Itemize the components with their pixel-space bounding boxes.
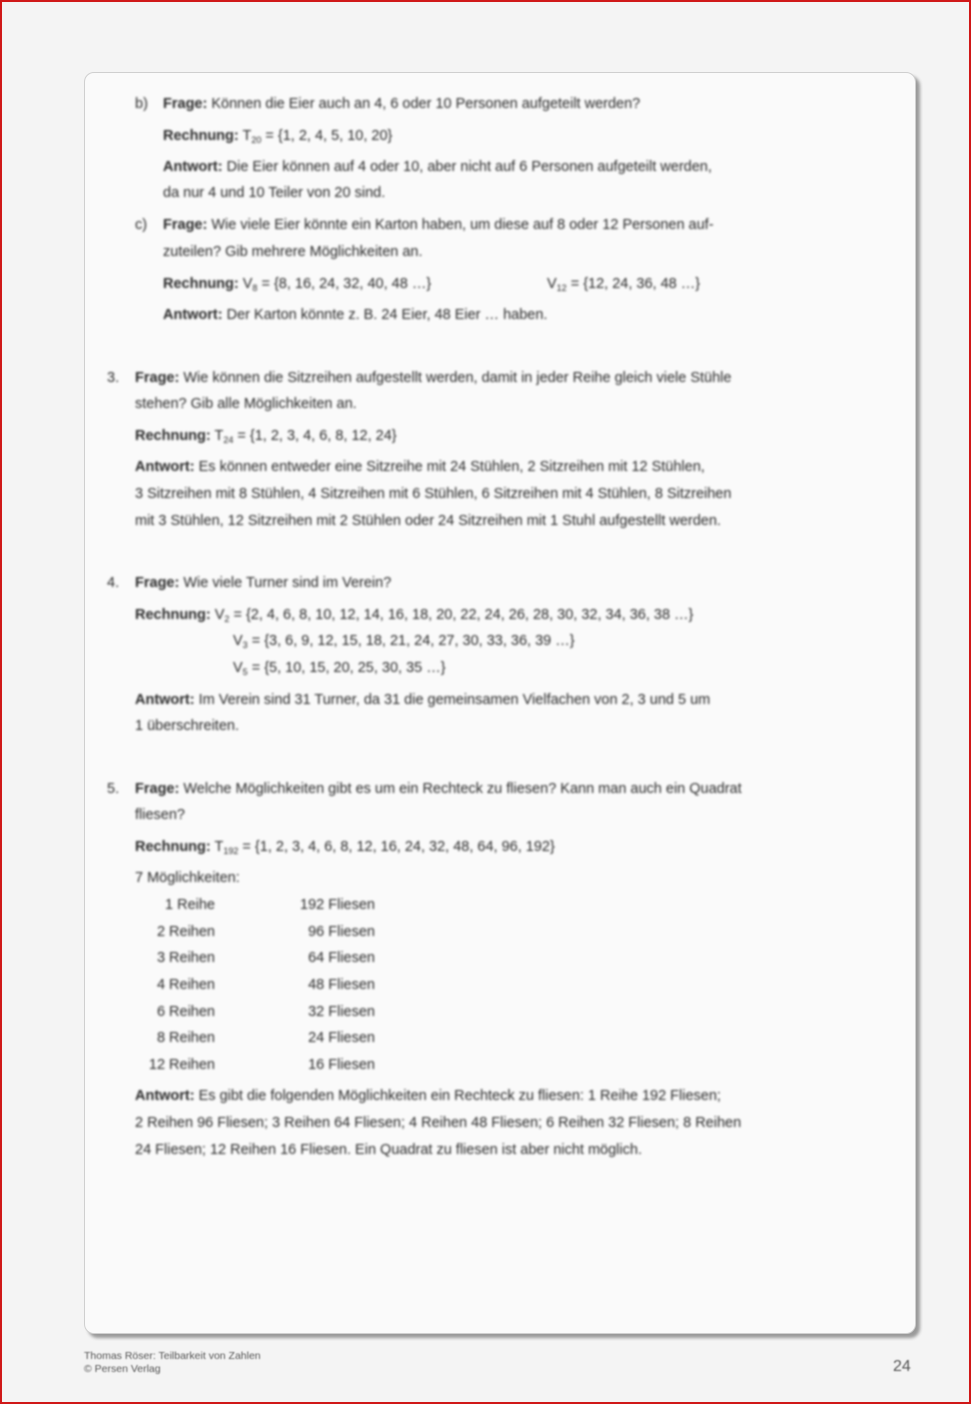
set-subscript: 2 [224, 614, 230, 624]
item-c-calculation-2 [547, 276, 700, 293]
tile-row-reihen: 8 Reihen [156, 1030, 215, 1046]
tile-row-fliesen: 24 Fliesen [308, 1030, 375, 1046]
answer-text: Es können entweder eine Sitzreihe mit 24 Stühlen, 2 Sitzreihen mit 12 Stühlen, [198, 459, 705, 475]
task-4-answer-cont: 1 überschreiten. [135, 718, 239, 734]
task-3-marker: 3. [107, 370, 120, 386]
worksheet-panel [84, 72, 916, 1334]
tile-row-reihen: 6 Reihen [156, 1004, 215, 1020]
footer-credits [84, 1350, 261, 1376]
question-text: Wie können die Sitzreihen aufgestellt werden, damit in jeder Reihe gleich viele Stühle [183, 370, 732, 386]
task-4-calculation-v5 [233, 660, 446, 677]
tile-row-reihen: 12 Reihen [148, 1057, 215, 1073]
antwort-label: Antwort: [163, 159, 223, 175]
task-5-answer [135, 1088, 721, 1104]
set-subscript: 8 [252, 283, 258, 293]
tile-row-fliesen: 96 Fliesen [308, 924, 375, 940]
task-3-question [135, 370, 731, 386]
task-4-calculation-v3 [233, 633, 575, 650]
rechnung-label: Rechnung: [135, 839, 211, 855]
footer-author: Thomas Röser: Teilbarkeit von Zahlen [84, 1350, 261, 1362]
task-4-calculation [135, 607, 693, 624]
frage-label: Frage: [163, 96, 208, 112]
question-text: Können die Eier auch an 4, 6 oder 10 Personen aufgeteilt werden? [211, 96, 641, 112]
set-subscript: 192 [223, 846, 239, 856]
set-values: = {1, 2, 4, 5, 10, 20} [261, 128, 393, 144]
antwort-label: Antwort: [135, 692, 195, 708]
tile-row-fliesen: 64 Fliesen [308, 950, 375, 966]
set-symbol: V [233, 633, 243, 649]
task-5-answer-cont-2: 24 Fliesen; 12 Reihen 16 Fliesen. Ein Quadrat zu fliesen ist aber nicht möglich. [135, 1142, 642, 1158]
set-symbol: T [242, 128, 252, 144]
set-symbol: T [214, 428, 224, 444]
answer-text: Es gibt die folgenden Möglichkeiten ein Rechteck zu fliesen: 1 Reihe 192 Fliesen; [198, 1088, 721, 1104]
task-3-answer [135, 459, 705, 475]
tile-row-reihen: 3 Reihen [156, 950, 215, 966]
set-subscript: 5 [242, 667, 248, 677]
set-values: = {12, 24, 36, 48 …} [566, 276, 701, 292]
set-values: = {2, 4, 6, 8, 10, 12, 14, 16, 18, 20, 22, 24, 26, 28, 30, 32, 34, 36, 38 …} [229, 607, 694, 623]
task-4-question [135, 575, 391, 591]
tile-row-fliesen: 48 Fliesen [308, 977, 375, 993]
set-symbol: T [214, 839, 224, 855]
item-b-marker: b) [135, 96, 148, 112]
item-c-question [163, 217, 714, 233]
rechnung-label: Rechnung: [135, 607, 211, 623]
question-text: Wie viele Eier könnte ein Karton haben, um diese auf 8 oder 12 Personen auf- [211, 217, 714, 233]
set-values: = {1, 2, 3, 4, 6, 8, 12, 24} [233, 428, 397, 444]
item-c-calculation [163, 276, 431, 293]
task-4-answer [135, 692, 710, 708]
set-values: = {1, 2, 3, 4, 6, 8, 12, 16, 24, 32, 48, 64, 96, 192} [238, 839, 555, 855]
task-3-question-cont: stehen? Gib alle Möglichkeiten an. [135, 396, 357, 412]
rechnung-label: Rechnung: [135, 428, 211, 444]
tile-row-reihen: 4 Reihen [156, 977, 215, 993]
rechnung-label: Rechnung: [163, 128, 239, 144]
item-b-question [163, 96, 640, 112]
set-values: = {8, 16, 24, 32, 40, 48 …} [257, 276, 432, 292]
task-3-answer-cont-1: 3 Sitzreihen mit 8 Stühlen, 4 Sitzreihen mit 6 Stühlen, 6 Sitzreihen mit 4 Stühlen, 8 Sitzreihen [135, 486, 732, 502]
frage-label: Frage: [163, 217, 208, 233]
task-5-count: 7 Möglichkeiten: [135, 870, 240, 886]
set-subscript: 20 [251, 135, 262, 145]
set-symbol: V [233, 660, 243, 676]
set-values: = {3, 6, 9, 12, 15, 18, 21, 24, 27, 30, 33, 36, 39 …} [247, 633, 575, 649]
page-number: 24 [893, 1358, 911, 1375]
question-text: Wie viele Turner sind im Verein? [183, 575, 392, 591]
frage-label: Frage: [135, 370, 180, 386]
antwort-label: Antwort: [135, 459, 195, 475]
question-text: Welche Möglichkeiten gibt es um ein Rechteck zu fliesen? Kann man auch ein Quadrat [183, 781, 742, 797]
item-c-marker: c) [135, 217, 148, 233]
tile-row-fliesen: 192 Fliesen [300, 897, 375, 913]
tile-row-reihen: 1 Reihe [165, 897, 215, 913]
rechnung-label: Rechnung: [163, 276, 239, 292]
worksheet-content [85, 73, 915, 1333]
frage-label: Frage: [135, 575, 180, 591]
item-c-answer [163, 307, 547, 323]
task-3-answer-cont-2: mit 3 Stühlen, 12 Sitzreihen mit 2 Stühlen oder 24 Sitzreihen mit 1 Stuhl aufgestellt werden. [135, 513, 721, 529]
item-b-answer-cont: da nur 4 und 10 Teiler von 20 sind. [163, 185, 386, 201]
set-symbol: V [214, 607, 225, 623]
footer-publisher: © Persen Verlag [84, 1363, 161, 1375]
tile-row-fliesen: 16 Fliesen [308, 1057, 375, 1073]
tile-row-fliesen: 32 Fliesen [308, 1004, 375, 1020]
task-5-question [135, 781, 742, 797]
set-symbol: V [547, 276, 557, 292]
answer-text: Die Eier können auf 4 oder 10, aber nicht auf 6 Personen aufgeteilt werden, [226, 159, 712, 175]
frage-label: Frage: [135, 781, 180, 797]
task-5-answer-cont-1: 2 Reihen 96 Fliesen; 3 Reihen 64 Fliesen; 4 Reihen 48 Fliesen; 6 Reihen 32 Fliesen; 8 Reihen [135, 1115, 742, 1131]
item-b-answer [163, 159, 712, 175]
answer-text: Der Karton könnte z. B. 24 Eier, 48 Eier … haben. [226, 307, 548, 323]
antwort-label: Antwort: [135, 1088, 195, 1104]
set-subscript: 3 [242, 640, 248, 650]
answer-text: Im Verein sind 31 Turner, da 31 die gemeinsamen Vielfachen von 2, 3 und 5 um [198, 692, 711, 708]
set-subscript: 12 [556, 283, 567, 293]
task-5-question-cont: fliesen? [135, 807, 185, 823]
task-5-calculation [135, 839, 555, 856]
antwort-label: Antwort: [163, 307, 223, 323]
set-subscript: 24 [223, 435, 234, 445]
tile-row-reihen: 2 Reihen [156, 924, 215, 940]
item-c-question-cont: zuteilen? Gib mehrere Möglichkeiten an. [163, 244, 423, 260]
task-3-calculation [135, 428, 397, 445]
set-symbol: V [242, 276, 253, 292]
task-5-marker: 5. [107, 781, 120, 797]
set-values: = {5, 10, 15, 20, 25, 30, 35 …} [247, 660, 446, 676]
task-4-marker: 4. [107, 575, 120, 591]
item-b-calculation [163, 128, 392, 145]
